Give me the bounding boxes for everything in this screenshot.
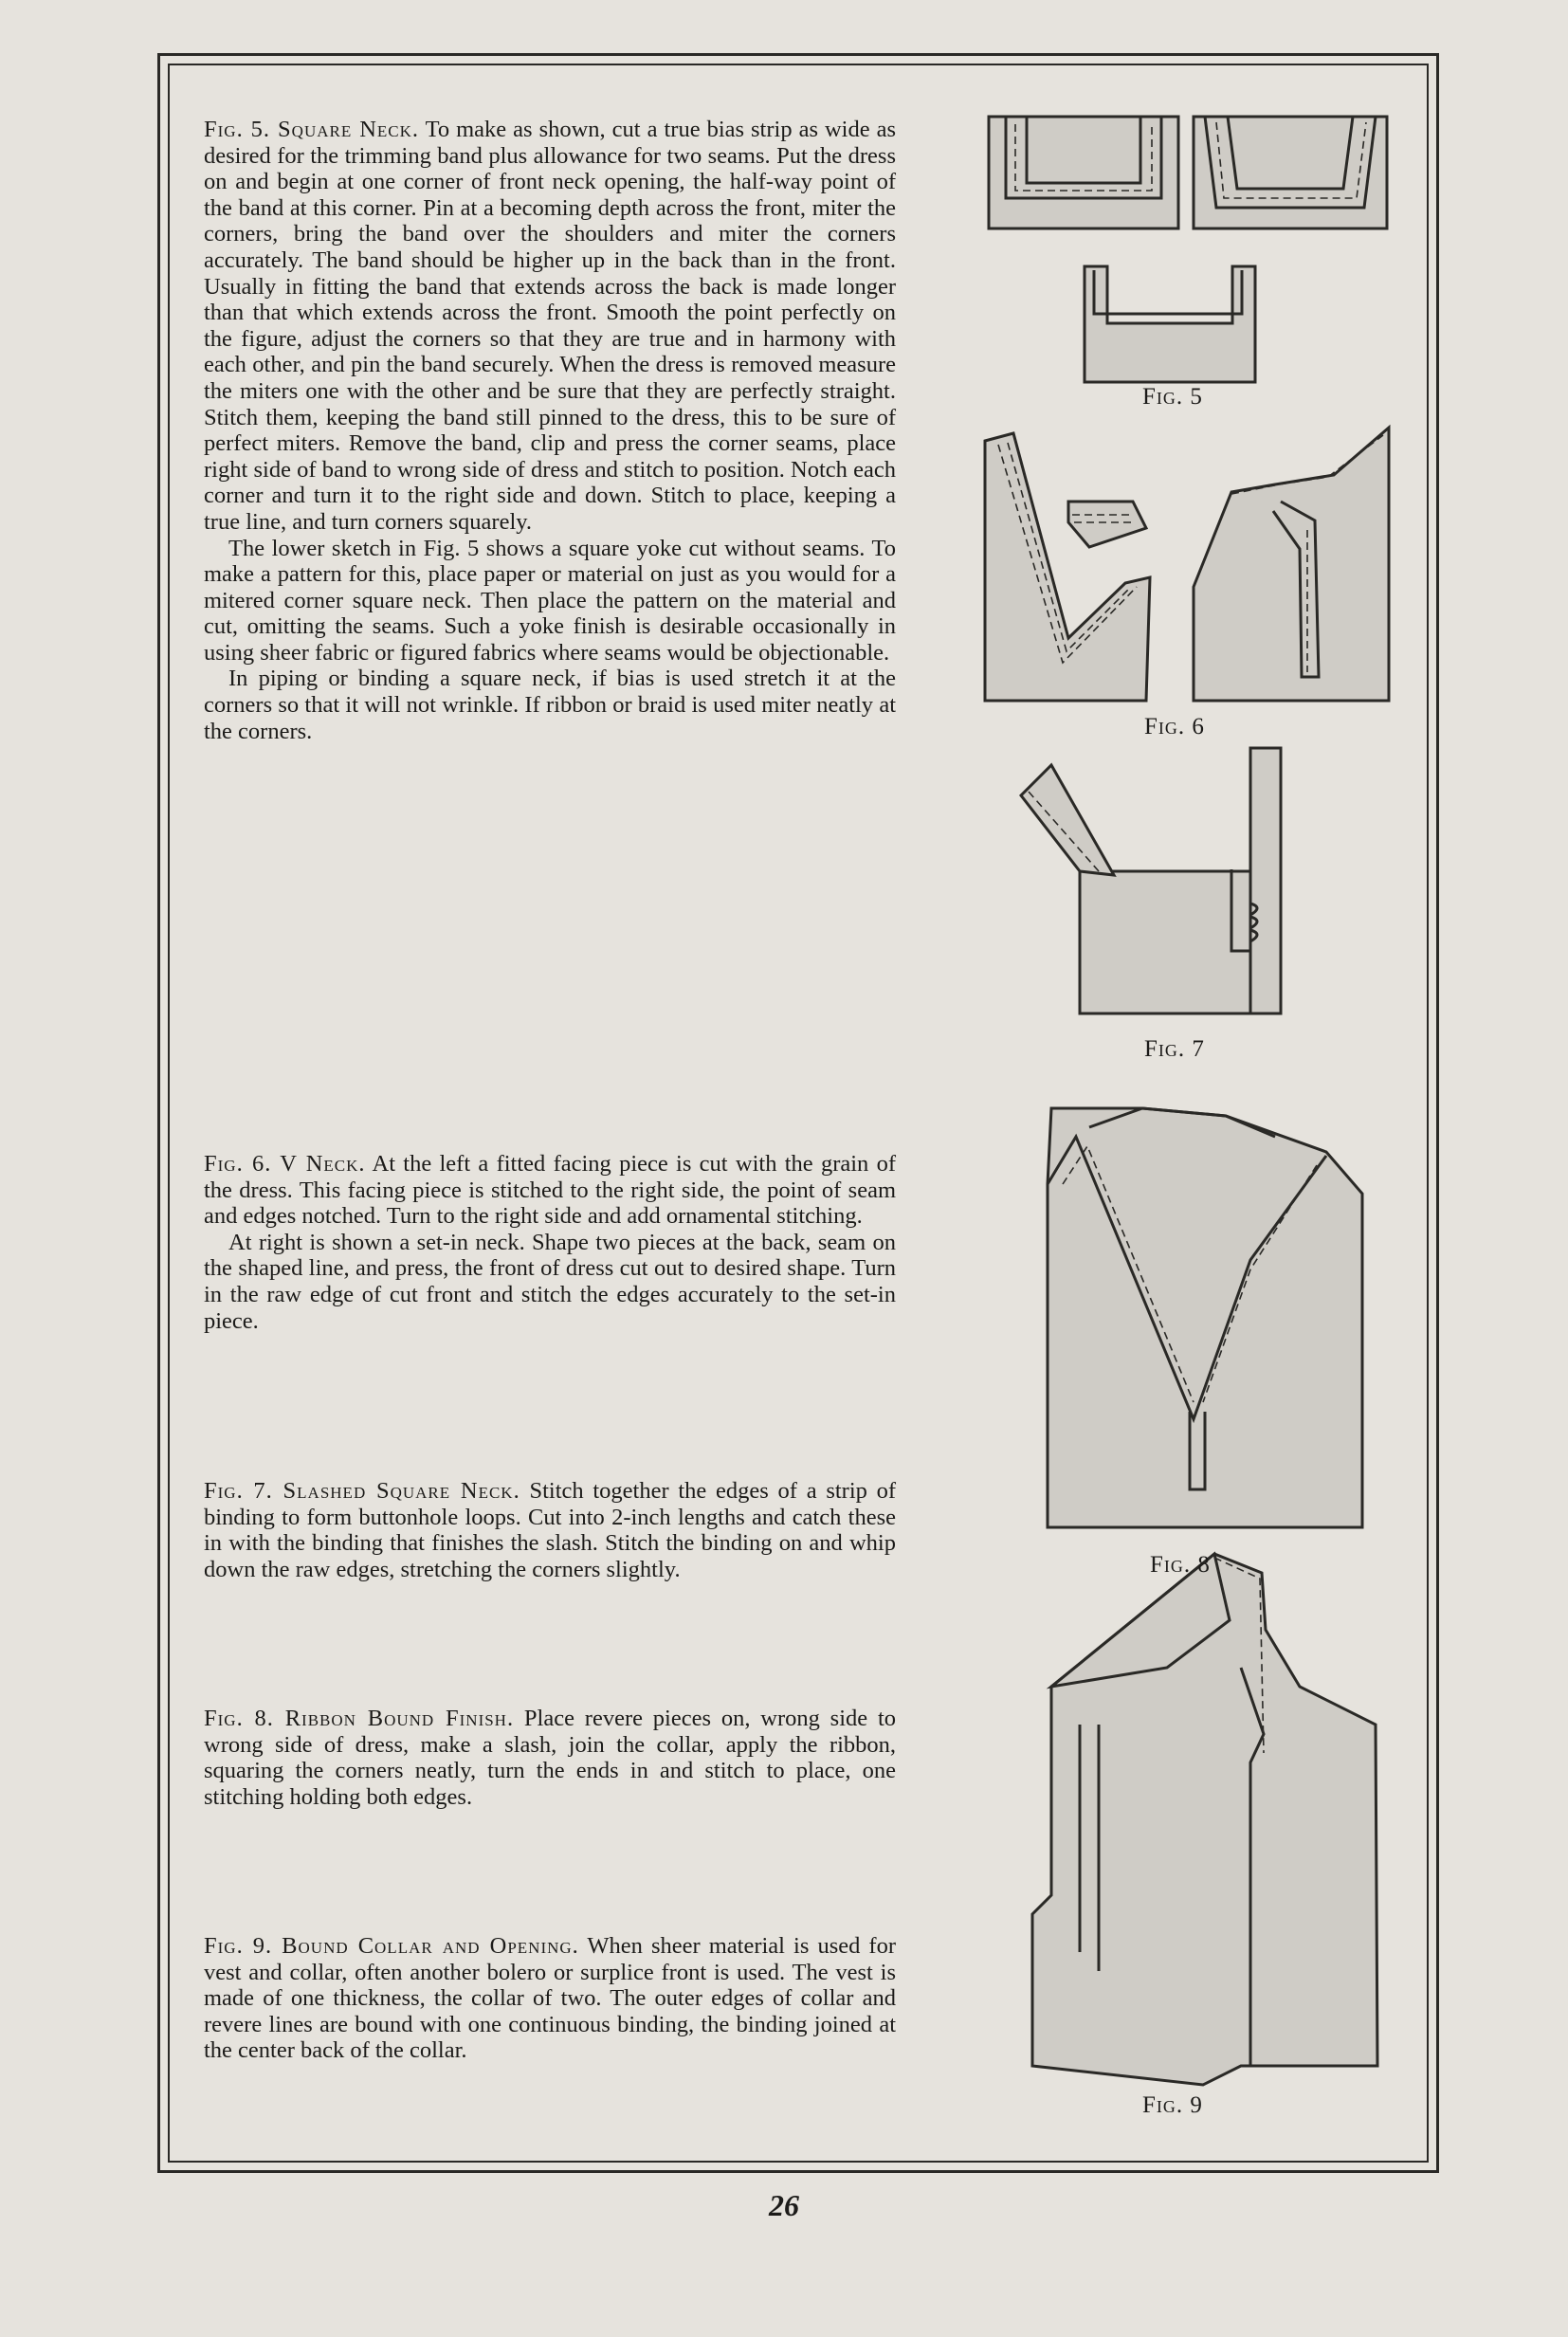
- page-number: 26: [769, 2188, 799, 2222]
- fig6-caption: Fig. 6: [1144, 714, 1205, 739]
- section-heading: Fig. 6. V Neck.: [204, 1151, 366, 1177]
- paragraph: In piping or binding a square neck, if bias is used stretch it at the corners so that it will not wrinkle. If ribbon or braid is used miter neatly at the corners.: [204, 666, 896, 744]
- fig7-slashed-square-neck: [1021, 748, 1281, 1013]
- fig6-v-neck-right: [1194, 428, 1389, 701]
- paragraph-text: Stitch together the edges of a strip of binding to form buttonhole loops. Cut into 2-inch lengths and catch these in with the binding that finishes the slash. Stitch the binding on and whip down the raw edges, stretching the corners slightly.: [204, 1478, 897, 1582]
- paragraph-text: Place revere pieces on, wrong side to wrong side of dress, make a slash, join the collar, apply the ribbon, squaring the corners neatly, turn the ends in and stitch to place, one stitching holding both edges.: [204, 1706, 897, 1810]
- section-heading: Fig. 7. Slashed Square Neck.: [204, 1478, 520, 1504]
- fig6-v-neck-left: [985, 433, 1150, 701]
- figure-illustrations: [160, 56, 1442, 2176]
- fig8-ribbon-bound-finish: [1048, 1108, 1362, 1527]
- fig5-square-neck-left: [989, 117, 1178, 228]
- paragraph-text: At the left a fitted facing piece is cut with the grain of the dress. This facing piece is stitched to the right side, the point of seam and edges notched. Turn to the right side and add ornamental stitching.: [204, 1151, 896, 1230]
- section-heading: Fig. 5. Square Neck.: [204, 117, 420, 142]
- fig9-caption: Fig. 9: [1142, 2092, 1203, 2118]
- paragraph-text: To make as shown, cut a true bias strip as wide as desired for the trimming band plus allowance for two seams. Put the dress on and begin at one corner of front neck opening, the half-way point of the band at this corner. Pin at a becoming depth across the front, miter the corners, bring the band over the shoulders and miter the corners accurately. The band should be higher up in the back than in the front. Usually in fitting the band that extends across the back is made longer than that which extends across the front. Smooth the point perfectly on the figure, adjust the corners so that they are true and in harmony with each other, and pin the band securely. When the dress is removed measure the miters one with the other and be sure that they are perfectly straight. Stitch them, keeping the band still pinned to the dress, this to be sure of perfect miters. Remove the band, clip and press the corner seams, place right side of band to wrong side of dress and stitch to position. Notch each corner and turn it to the right side and down. Stitch to place, keeping a true line, and turn corners squarely.: [204, 117, 897, 535]
- section-heading: Fig. 9. Bound Collar and Opening.: [204, 1933, 579, 1959]
- page-border: [157, 53, 1439, 2173]
- fig5-square-neck-right: [1194, 117, 1387, 228]
- section-heading: Fig. 8. Ribbon Bound Finish.: [204, 1706, 515, 1731]
- fig8-caption: Fig. 8: [1150, 1552, 1211, 1578]
- fig5-caption: Fig. 5: [1142, 384, 1203, 410]
- fig7-caption: Fig. 7: [1144, 1036, 1205, 1062]
- fig9-bound-collar: [1032, 1554, 1377, 2085]
- paragraph: The lower sketch in Fig. 5 shows a square yoke cut without seams. To make a pattern for this, place paper or material on just as you would for a mitered corner square neck. Then place the pattern on the material and cut, omitting the seams. Such a yoke finish is desirable occasionally in using sheer fabric or figured fabrics where seams would be objectionable.: [204, 535, 896, 666]
- fig5-yoke: [1085, 266, 1255, 382]
- paragraph-text: When sheer material is used for vest and collar, often another bolero or surplice front is used. The vest is made of one thickness, the collar of two. The outer edges of collar and revere lines are bound with one continuous binding, the binding joined at the center back of the collar.: [204, 1933, 896, 2064]
- paragraph: At right is shown a set-in neck. Shape two pieces at the back, seam on the shaped line, and press, the front of dress cut out to desired shape. Turn in the raw edge of cut front and stitch the edges accurately to the set-in piece.: [204, 1229, 896, 1334]
